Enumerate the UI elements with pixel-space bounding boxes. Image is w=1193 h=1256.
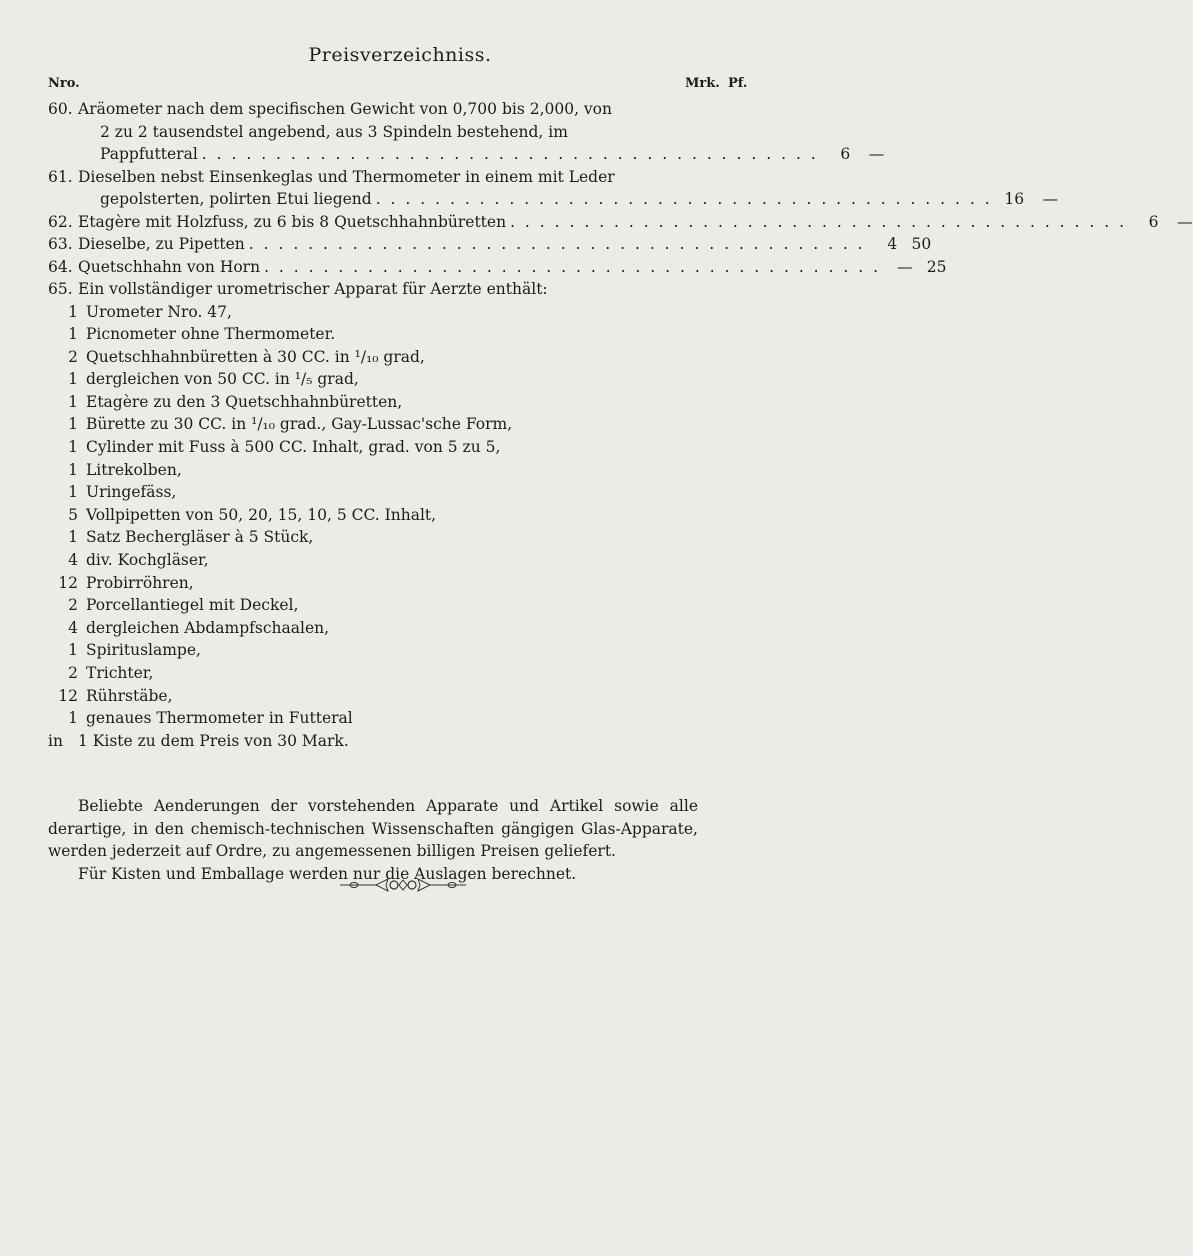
list-item [48, 413, 678, 436]
item-qty: 12 [58, 573, 78, 592]
item-qty: 2 [68, 664, 78, 682]
apparatus-items [48, 301, 678, 730]
item-text: Probirröhren, [86, 573, 194, 592]
price-entries [48, 98, 1193, 752]
price-pfennig: 50 [911, 235, 932, 253]
kit-summary [48, 730, 678, 753]
list-item [48, 662, 678, 685]
item-text: Litrekolben, [86, 460, 182, 479]
item-qty: 5 [68, 505, 78, 524]
entry-63 [48, 233, 932, 256]
item-text: dergleichen von 50 CC. in ¹/₅ grad, [86, 370, 359, 389]
entry-number: 63. [48, 235, 73, 253]
list-item [48, 368, 678, 391]
list-item [48, 707, 678, 730]
item-qty: 1 [68, 483, 78, 502]
price-mark: 4 [887, 235, 898, 253]
entry-64 [48, 256, 947, 279]
leader-dots: . . . . . . . . . . . . . . . . . . . . . . . . . . . . . . . . . . . . . . . . . . [264, 257, 881, 276]
summary-prefix: in [48, 731, 63, 750]
entry-text: Aräometer nach dem specifischen Gewicht von 0,700 bis 2,000, von [78, 100, 613, 118]
list-item [48, 639, 678, 662]
item-text: Vollpipetten von 50, 20, 15, 10, 5 CC. Inhalt, [86, 505, 437, 524]
item-text: Picnometer ohne Thermometer. [86, 325, 336, 344]
item-text: Porcellantiegel mit Deckel, [86, 596, 299, 615]
header-nro: Nro. [48, 76, 80, 91]
entry-number: 64. [48, 257, 73, 276]
entry-number: 61. [48, 167, 73, 186]
entry-number: 62. [48, 212, 73, 231]
list-item [48, 459, 678, 482]
page-title: Preisverzeichniss. [308, 44, 492, 66]
price-mark: 16 [1004, 190, 1025, 208]
list-item [48, 685, 678, 708]
list-item [48, 481, 678, 504]
item-qty: 1 [68, 528, 78, 547]
list-item [48, 301, 678, 324]
item-qty: 1 [68, 641, 78, 660]
item-qty: 12 [58, 686, 78, 705]
note-paragraph: Beliebte Aenderungen der vorstehenden Apparate und Artikel sowie alle derartige, in den chemisch-technischen Wissenschaften gängigen Glas-Apparate, werden jederzeit auf Ordre, zu angemessenen billigen Preisen geliefert. [48, 797, 698, 861]
item-text: Trichter, [86, 664, 154, 682]
item-qty: 4 [68, 618, 78, 637]
list-item [48, 594, 678, 617]
list-item [48, 391, 678, 414]
item-qty: 1 [68, 709, 78, 728]
entry-text: gepolsterten, polirten Etui liegend [100, 190, 372, 208]
item-text: Quetschhahnbüretten à 30 CC. in ¹/₁₀ grad, [86, 347, 425, 366]
item-qty: 1 [68, 392, 78, 411]
item-text: Spirituslampe, [86, 641, 201, 660]
closing-note [48, 795, 698, 885]
entry-61 [48, 166, 1059, 211]
leader-dots: . . . . . . . . . . . . . . . . . . . . . . . . . . . . . . . . . . . . . . . . . . [375, 190, 993, 208]
list-item [48, 572, 678, 595]
summary-text: 1 Kiste zu dem Preis von 30 Mark. [78, 731, 349, 750]
item-text: dergleichen Abdampfschaalen, [86, 618, 330, 637]
price-pfennig: 25 [926, 257, 947, 276]
leader-dots: . . . . . . . . . . . . . . . . . . . . . . . . . . . . . . . . . . . . . . . . . . [510, 212, 1127, 231]
price-pfennig: — [1042, 190, 1059, 208]
item-text: Uringefäss, [86, 483, 177, 502]
item-qty: 1 [68, 302, 78, 321]
item-text: Satz Bechergläser à 5 Stück, [86, 528, 314, 547]
entry-text: Pappfutteral [100, 145, 198, 163]
item-qty: 2 [68, 347, 78, 366]
note-paragraph: Für Kisten und Emballage werden nur die Auslagen berechnet. [78, 864, 577, 883]
price-mark: — [897, 257, 913, 276]
entry-text: Quetschhahn von Horn [78, 257, 261, 276]
list-item [48, 323, 678, 346]
entry-text: Ein vollständiger urometrischer Apparat für Aerzte enthält: [78, 280, 548, 298]
price-mark: 6 [1148, 212, 1159, 231]
leader-dots: . . . . . . . . . . . . . . . . . . . . . . . . . . . . . . . . . . . . . . . . . . [201, 145, 819, 163]
item-text: Cylinder mit Fuss à 500 CC. Inhalt, grad. von 5 zu 5, [86, 438, 501, 457]
item-text: Bürette zu 30 CC. in ¹/₁₀ grad., Gay-Lussac'sche Form, [86, 415, 513, 434]
item-text: Urometer Nro. 47, [86, 302, 232, 321]
leader-dots: . . . . . . . . . . . . . . . . . . . . . . . . . . . . . . . . . . . . . . . . . . [248, 235, 866, 253]
entry-60 [48, 98, 885, 166]
entry-text: Dieselben nebst Einsenkeglas und Thermometer in einem mit Leder [78, 167, 615, 186]
item-text: genaues Thermometer in Futteral [86, 709, 353, 728]
entry-text: Etagère mit Holzfuss, zu 6 bis 8 Quetschhahnbüretten [78, 212, 507, 231]
item-qty: 1 [68, 370, 78, 389]
item-qty: 1 [68, 325, 78, 344]
entry-62 [48, 211, 1193, 234]
price-mark: 6 [840, 145, 851, 163]
list-item [48, 526, 678, 549]
header-mrk: Mrk. [685, 76, 720, 91]
item-qty: 1 [68, 460, 78, 479]
item-text: div. Kochgläser, [86, 551, 209, 570]
list-item [48, 617, 678, 640]
item-qty: 2 [68, 596, 78, 615]
ornament-divider [338, 875, 468, 895]
entry-65 [48, 278, 678, 301]
list-item [48, 549, 678, 572]
list-item [48, 504, 678, 527]
item-qty: 4 [68, 551, 78, 570]
item-qty: 1 [68, 415, 78, 434]
item-text: Rührstäbe, [86, 686, 173, 705]
price-pfennig: — [868, 145, 885, 163]
list-item [48, 346, 678, 369]
list-item [48, 436, 678, 459]
entry-text: Dieselbe, zu Pipetten [78, 235, 245, 253]
header-pf: Pf. [728, 76, 748, 91]
entry-number: 65. [48, 280, 73, 298]
price-pfennig: — [1177, 212, 1193, 231]
item-qty: 1 [68, 438, 78, 457]
entry-number: 60. [48, 100, 73, 118]
entry-text: 2 zu 2 tausendstel angebend, aus 3 Spindeln bestehend, im [100, 122, 568, 141]
item-text: Etagère zu den 3 Quetschhahnbüretten, [86, 392, 403, 411]
